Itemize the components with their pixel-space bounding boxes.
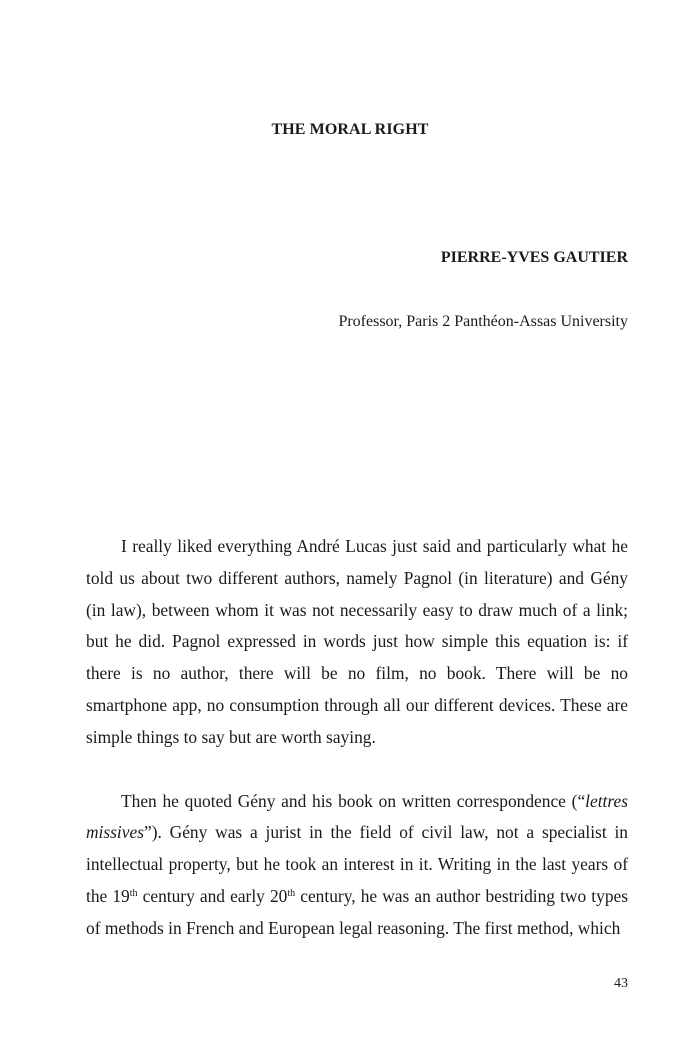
paragraph-2-continuation: ”). Gény was a jurist in the field of civil law, not a specialist in intellectual property, but he took an interest in it. Writing in the last years of the 19 [86, 822, 628, 906]
author-affiliation: Professor, Paris 2 Panthéon-Assas University [338, 313, 628, 330]
paragraph-2-intro: Then he quoted Gény and his book on written correspondence (“ [121, 790, 586, 811]
body-text [86, 531, 628, 945]
page-number: 43 [614, 976, 628, 991]
ordinal-superscript: th [129, 887, 138, 899]
paragraph-2-middle: century and early 20 [137, 885, 288, 906]
paragraph-1: I really liked everything André Lucas just said and particularly what he told us about two different authors, namely Pagnol (in literature) and Gény (in law), between whom it was not necessarily easy to draw much of a link; but he did. Pagnol expressed in words just how simple this equation is: if there is no author, there will be no film, no book. There will be no smartphone app, no consumption through all our different devices. These are simple things to say but are worth saying. [86, 536, 628, 747]
ordinal-superscript: th [287, 887, 296, 899]
author-name: PIERRE-YVES GAUTIER [440, 249, 628, 266]
paragraph-2-end: century, he was an author bestriding two types of methods in French and European legal reasoning. The first method, which [86, 885, 629, 938]
italic-term: lettres missives [86, 790, 628, 843]
paragraph-2 [86, 786, 628, 945]
chapter-title: THE MORAL RIGHT [271, 121, 429, 138]
